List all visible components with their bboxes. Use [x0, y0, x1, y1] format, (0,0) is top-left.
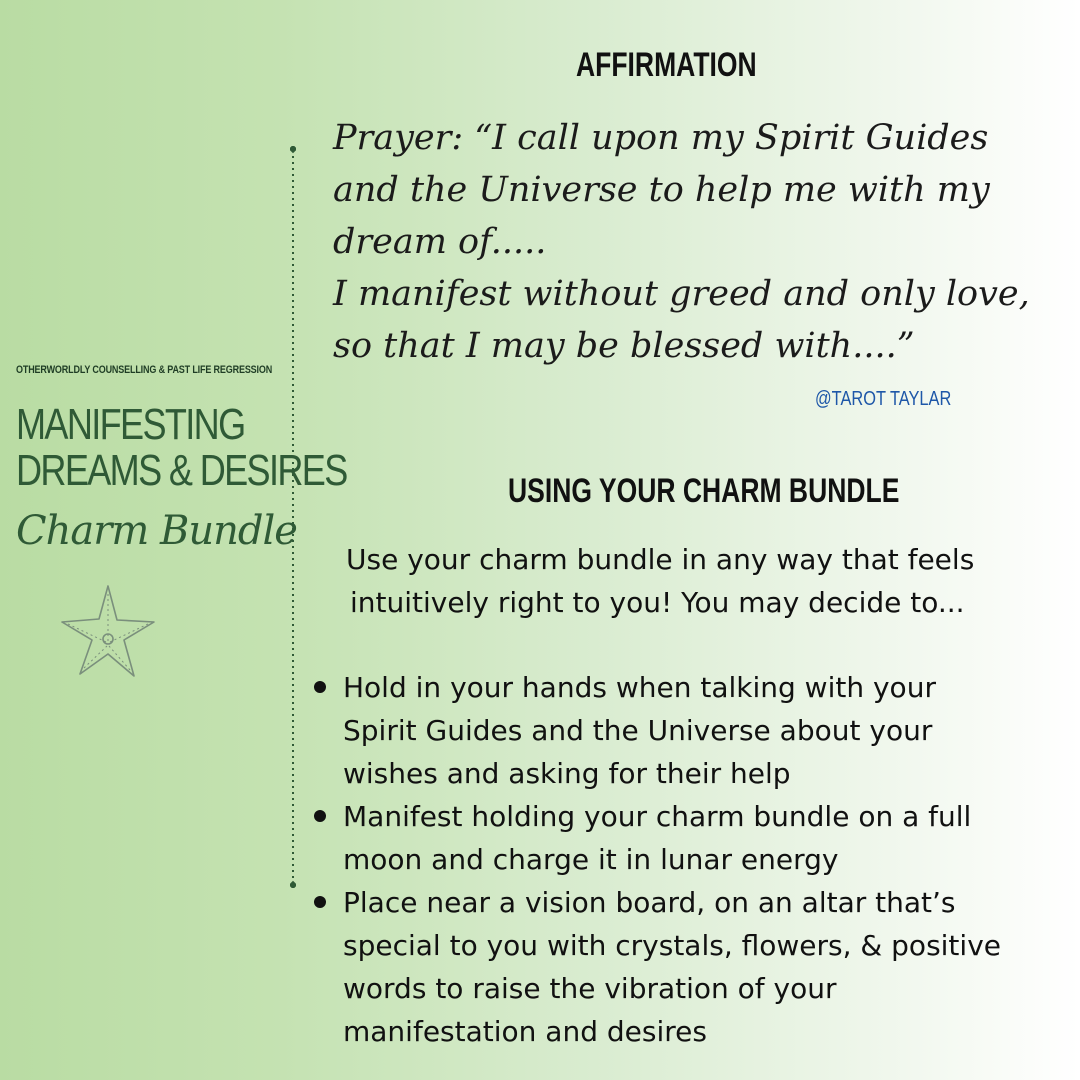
intro-line: intuitively right to you! You may decide to...	[350, 586, 965, 619]
starfish-icon	[58, 584, 158, 680]
bullet-icon	[314, 896, 326, 908]
bullet-line: Manifest holding your charm bundle on a full	[343, 800, 972, 833]
prayer-line: I manifest without greed and only love,	[333, 274, 1030, 314]
bullet-line: Spirit Guides and the Universe about your	[343, 714, 933, 747]
usage-intro	[346, 538, 1046, 624]
prayer-line: Prayer: “I call upon my Spirit Guides	[333, 118, 989, 158]
brand-title-line-1: MANIFESTING	[16, 400, 245, 449]
bullet-line: Place near a vision board, on an altar that’s	[343, 886, 956, 919]
bullet-line: moon and charge it in lunar energy	[343, 843, 839, 876]
bullet-line: manifestation and desires	[343, 1015, 707, 1048]
list-item	[312, 666, 1001, 795]
affirmation-heading: AFFIRMATION	[576, 46, 757, 84]
prayer-line: dream of.....	[333, 222, 547, 262]
vertical-divider	[290, 146, 296, 888]
list-item	[312, 881, 1001, 1053]
bullet-line: Hold in your hands when talking with your	[343, 671, 936, 704]
prayer-line: and the Universe to help me with my	[333, 170, 990, 210]
bullet-line: special to you with crystals, flowers, & positive	[343, 929, 1001, 962]
bullet-line: wishes and asking for their help	[343, 757, 791, 790]
list-item	[312, 795, 1001, 881]
intro-line: Use your charm bundle in any way that feels	[346, 543, 975, 576]
bullet-line: words to raise the vibration of your	[343, 972, 837, 1005]
brand-title-line-2: DREAMS & DESIRES	[16, 446, 347, 495]
usage-heading: USING YOUR CHARM BUNDLE	[508, 472, 900, 510]
prayer-line: so that I may be blessed with....”	[333, 326, 915, 366]
organization-name: OTHERWORLDLY COUNSELLING & PAST LIFE REGRESSION	[16, 364, 273, 376]
prayer-text	[333, 112, 1073, 372]
brand-title	[16, 402, 347, 494]
usage-bullet-list	[312, 666, 1001, 1053]
credit-handle: @TAROT TAYLAR	[815, 388, 952, 410]
brand-subtitle: Charm Bundle	[16, 508, 297, 554]
bullet-icon	[314, 810, 326, 822]
bullet-icon	[314, 681, 326, 693]
